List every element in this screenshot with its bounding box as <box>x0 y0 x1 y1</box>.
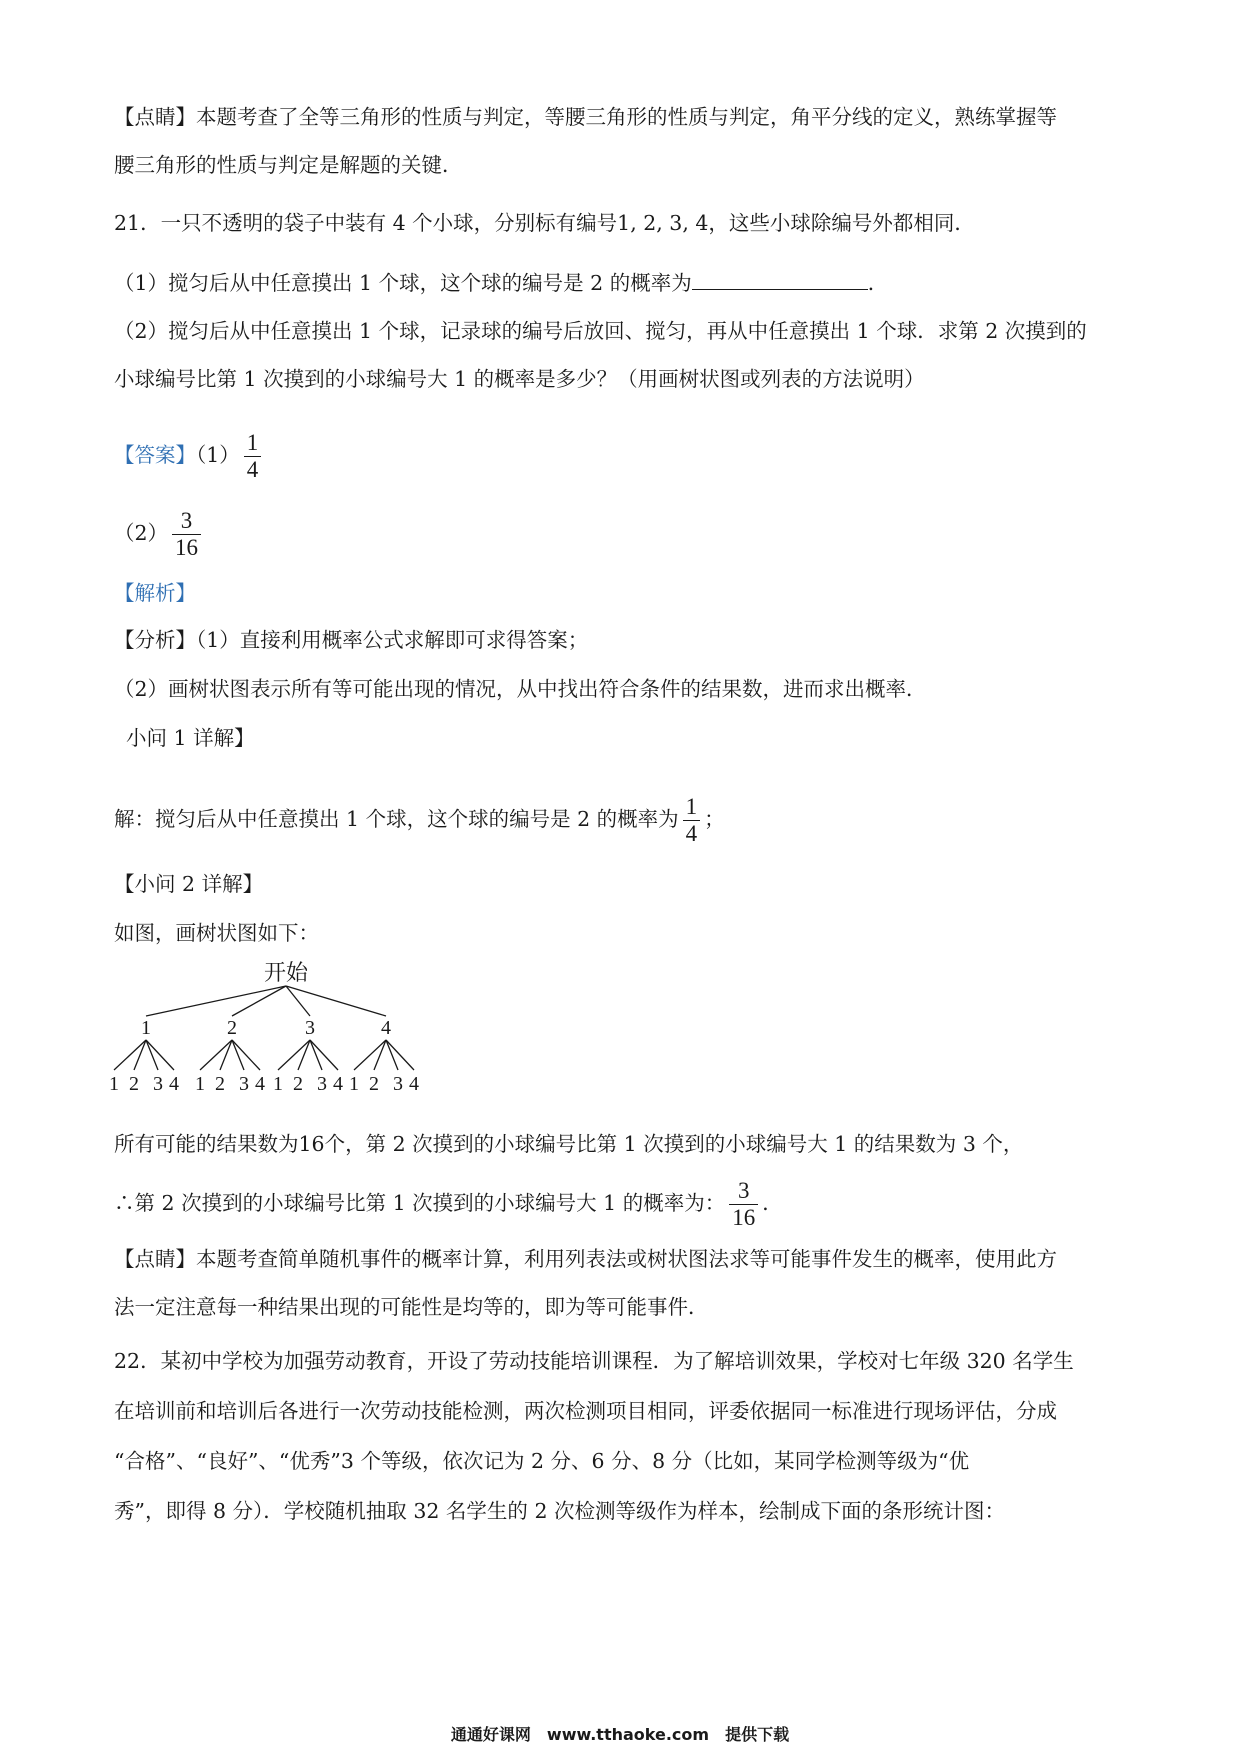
result-text: ∴第 2 次摸到的小球编号比第 1 次摸到的小球编号大 1 的概率为： <box>114 1191 726 1215</box>
tree-leaf-line <box>220 1040 232 1070</box>
tree-leaf-line <box>386 1040 414 1070</box>
tree-branch-label: 1 <box>141 1017 151 1039</box>
tree-branch-label: 3 <box>305 1017 315 1039</box>
tree-leaf-label: 4 <box>409 1073 419 1095</box>
tree-leaf-label: 3 <box>393 1073 403 1095</box>
fraction <box>244 430 262 483</box>
subquestion-2-heading: 【小问 2 详解】 <box>114 872 264 896</box>
numerator: 3 <box>737 1178 750 1203</box>
text-line: 如图，画树状图如下： <box>114 921 319 945</box>
tree-leaf-label: 1 <box>349 1073 359 1095</box>
fraction <box>172 508 201 561</box>
tree-leaf-line <box>374 1040 386 1070</box>
answer-prefix: （2） <box>114 521 169 545</box>
tree-leaf-line <box>146 1040 158 1070</box>
text-line: 【点睛】本题考查简单随机事件的概率计算，利用列表法或树状图法求等可能事件发生的概率，使用此方 <box>114 1247 1057 1271</box>
punctuation: ． <box>762 1191 783 1215</box>
tree-leaf-label: 3 <box>317 1073 327 1095</box>
tree-leaf-line <box>354 1040 386 1070</box>
tree-leaf-label: 2 <box>129 1073 139 1095</box>
fraction <box>683 794 701 847</box>
text-line: 【点睛】本题考查了全等三角形的性质与判定，等腰三角形的性质与判定，角平分线的定义，熟练掌握等 <box>114 105 1057 129</box>
tree-leaf-label: 3 <box>239 1073 249 1095</box>
analysis-label: 【解析】 <box>114 581 196 605</box>
tree-leaf-line <box>278 1040 310 1070</box>
question-21-part-1 <box>114 268 888 298</box>
tree-leaf-line <box>200 1040 232 1070</box>
subquestion-1-heading: 小问 1 详解】 <box>126 726 255 750</box>
probability-tree-diagram <box>106 952 466 1102</box>
denominator: 16 <box>732 1205 756 1230</box>
tree-leaf-line <box>232 1040 260 1070</box>
answer-2 <box>114 508 205 561</box>
tree-leaf-line <box>298 1040 310 1070</box>
tree-branch-line <box>286 986 310 1016</box>
tree-branch-label: 2 <box>227 1017 237 1039</box>
tree-leaf-label: 3 <box>153 1073 163 1095</box>
text-line: 腰三角形的性质与判定是解题的关键． <box>114 153 463 177</box>
denominator: 4 <box>685 821 698 846</box>
tree-leaf-line <box>232 1040 244 1070</box>
text-line: （2）画树状图表示所有等可能出现的情况，从中找出符合条件的结果数，进而求出概率． <box>114 677 927 701</box>
tree-branch-line <box>232 986 286 1016</box>
text-line: 小球编号比第 1 次摸到的小球编号大 1 的概率是多少？（用画树状图或列表的方法说明） <box>114 367 925 391</box>
answer-1 <box>114 430 265 483</box>
text-line: 【分析】（1）直接利用概率公式求解即可求得答案； <box>114 628 589 652</box>
punctuation: ． <box>867 271 889 295</box>
text-line: 所有可能的结果数为16个，第 2 次摸到的小球编号比第 1 次摸到的小球编号大 1 的结果数为 3 个， <box>114 1132 1024 1156</box>
text-line: （2）搅匀后从中任意摸出 1 个球，记录球的编号后放回、搅匀，再从中任意摸出 1 个球．求第 2 次摸到的 <box>114 319 1087 343</box>
text-line: 在培训前和培训后各进行一次劳动技能检测，两次检测项目相同，评委依据同一标准进行现场评估，分成 <box>114 1399 1057 1423</box>
answer-prefix: （1） <box>196 443 240 467</box>
tree-root-label: 开始 <box>263 960 309 985</box>
tree-leaf-line <box>310 1040 322 1070</box>
solution-1 <box>114 794 725 847</box>
result-line <box>114 1178 783 1231</box>
tree-leaf-line <box>134 1040 146 1070</box>
tree-leaf-label: 4 <box>169 1073 179 1095</box>
text-line: 法一定注意每一种结果出现的可能性是均等的，即为等可能事件． <box>114 1295 709 1319</box>
question-text: （1）搅匀后从中任意摸出 1 个球，这个球的编号是 2 的概率为 <box>114 271 692 295</box>
denominator: 4 <box>246 457 259 482</box>
answer-label: 【答案】 <box>114 443 196 467</box>
question-21: 21．一只不透明的袋子中装有 4 个小球，分别标有编号1, 2, 3, 4，这些小球除编号外都相同． <box>114 211 975 235</box>
tree-branch-line <box>286 986 386 1016</box>
tree-leaf-label: 2 <box>293 1073 303 1095</box>
numerator: 1 <box>246 430 259 455</box>
solution-text: 解：搅匀后从中任意摸出 1 个球，这个球的编号是 2 的概率为 <box>114 807 679 831</box>
tree-leaf-line <box>386 1040 398 1070</box>
tree-leaf-line <box>310 1040 338 1070</box>
tree-leaf-line <box>114 1040 146 1070</box>
tree-branch-label: 4 <box>381 1017 391 1039</box>
numerator: 3 <box>180 508 193 533</box>
tree-leaf-label: 2 <box>369 1073 379 1095</box>
tree-leaf-label: 1 <box>273 1073 283 1095</box>
denominator: 16 <box>175 535 199 560</box>
numerator: 1 <box>685 794 698 819</box>
footer-watermark: 通通好课网 www.tthaoke.com 提供下载 <box>450 1725 790 1744</box>
punctuation: ； <box>704 807 725 831</box>
tree-leaf-line <box>146 1040 174 1070</box>
tree-leaf-label: 1 <box>109 1073 119 1095</box>
tree-leaf-label: 4 <box>255 1073 265 1095</box>
tree-leaf-label: 4 <box>333 1073 343 1095</box>
fraction <box>729 1178 758 1231</box>
answer-blank <box>692 271 868 290</box>
tree-leaf-label: 2 <box>215 1073 225 1095</box>
text-line: “合格”、“良好”、“优秀”3 个等级，依次记为 2 分、6 分、8 分（比如，某同学检测等级为“优 <box>114 1449 970 1473</box>
tree-branch-line <box>146 986 286 1016</box>
text-line: 秀”，即得 8 分）．学校随机抽取 32 名学生的 2 次检测等级作为样本，绘制成下面的条形统计图： <box>114 1499 1005 1523</box>
tree-leaf-label: 1 <box>195 1073 205 1095</box>
question-22: 22．某初中学校为加强劳动教育，开设了劳动技能培训课程．为了解培训效果，学校对七年级 320 名学生 <box>114 1349 1074 1373</box>
